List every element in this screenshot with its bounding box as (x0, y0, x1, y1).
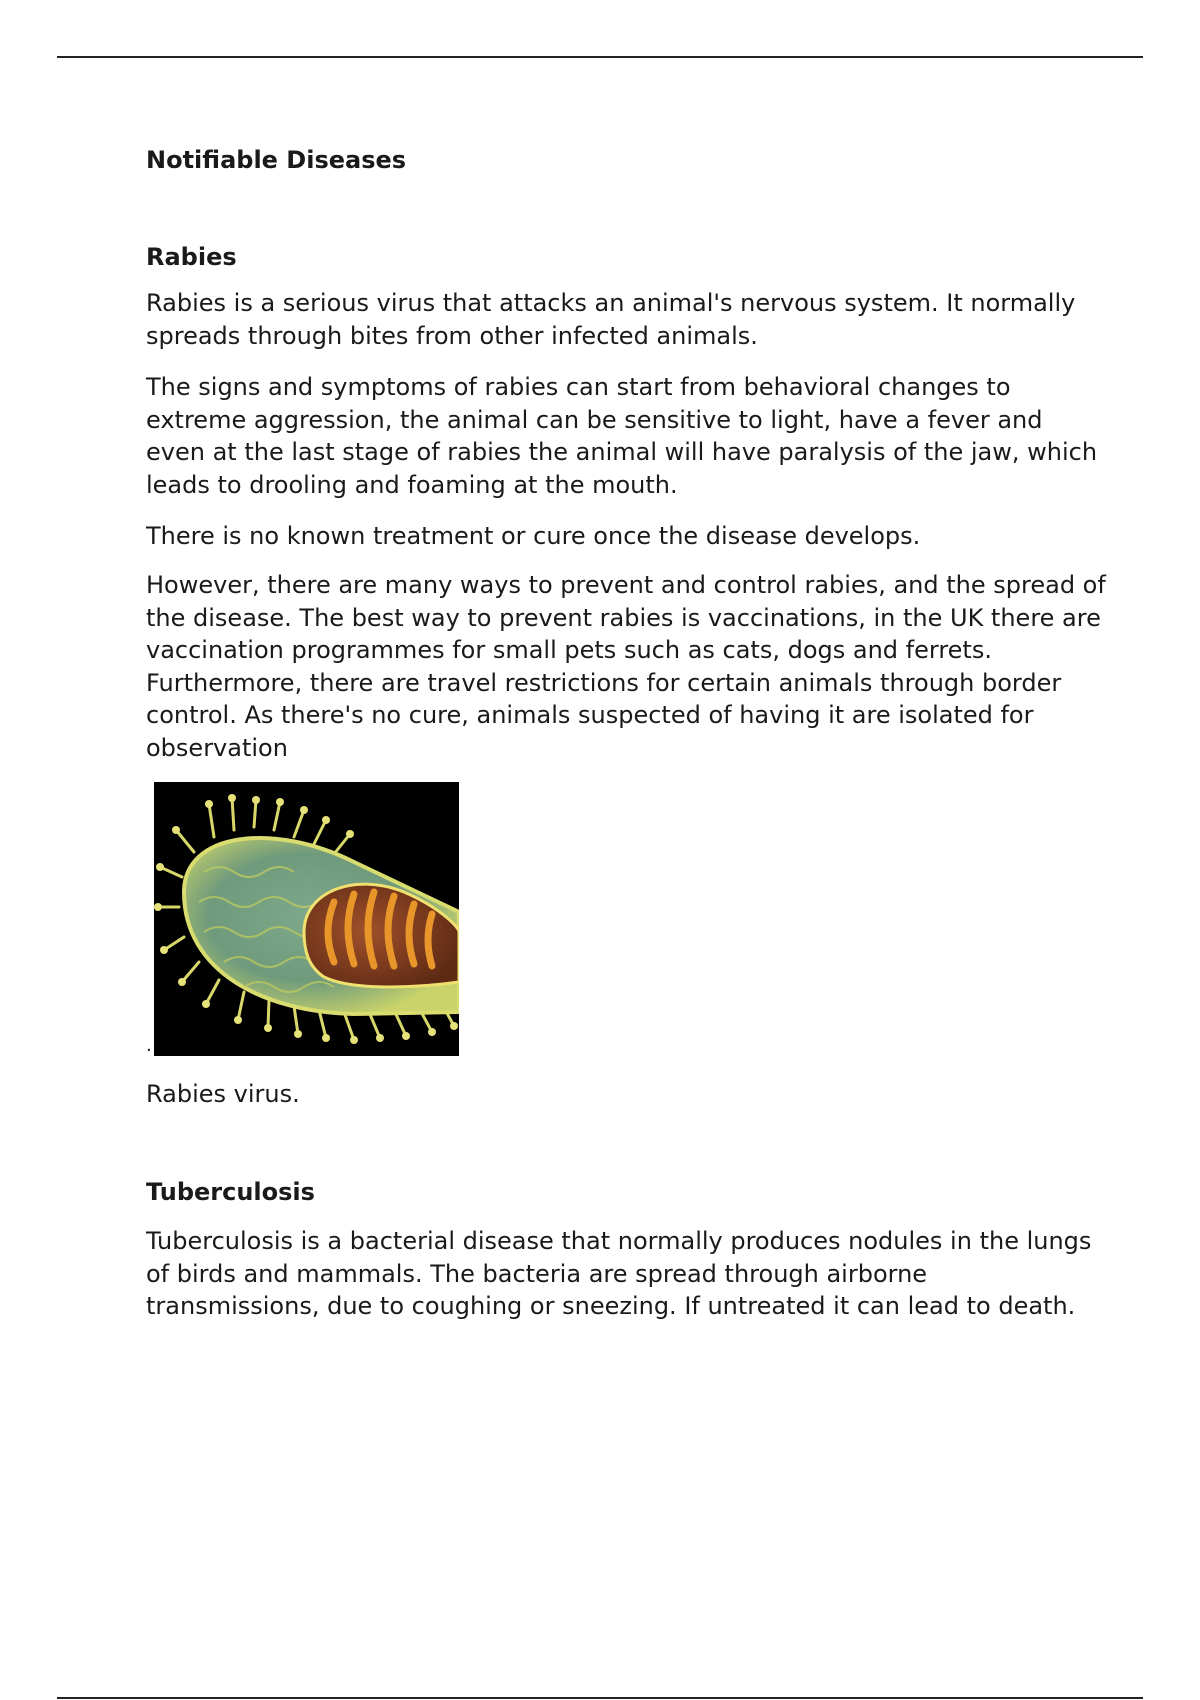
rabies-image-caption: Rabies virus. (146, 1080, 300, 1108)
rabies-paragraph-2: The signs and symptoms of rabies can start from behavioral changes to extreme aggression, the animal can be sensitive to light, have a fever and even at the last stage of rabies the animal will have paralysis of the jaw, which leads to drooling and foaming at the mouth. (146, 373, 1098, 499)
rabies-virus-image (154, 782, 459, 1056)
rabies-paragraph-3: There is no known treatment or cure once the disease develops. (146, 522, 921, 550)
tuberculosis-heading: Tuberculosis (146, 1178, 315, 1206)
footer-rule (57, 1697, 1143, 1699)
rabies-virus-illustration (154, 782, 459, 1056)
rabies-paragraph-1: Rabies is a serious virus that attacks an animal's nervous system. It normally spreads through bites from other infected animals. (146, 289, 1076, 350)
tuberculosis-paragraph-1: Tuberculosis is a bacterial disease that normally produces nodules in the lungs of birds and mammals. The bacteria are spread through airborne transmissions, due to coughing or sneezing. If untreated it can lead to death. (146, 1227, 1092, 1321)
rabies-paragraph-4: However, there are many ways to prevent and control rabies, and the spread of the disease. The best way to prevent rabies is vaccinations, in the UK there are vaccination programmes for small pets such as cats, dogs and ferrets. Furthermore, there are travel restrictions for certain animals through border control. As there's no cure, animals suspected of having it are isolated for observation (146, 571, 1106, 762)
document-title: Notifiable Diseases (146, 146, 407, 174)
figure-marker: . (146, 1035, 152, 1056)
rabies-heading: Rabies (146, 243, 237, 271)
header-rule (57, 56, 1143, 58)
